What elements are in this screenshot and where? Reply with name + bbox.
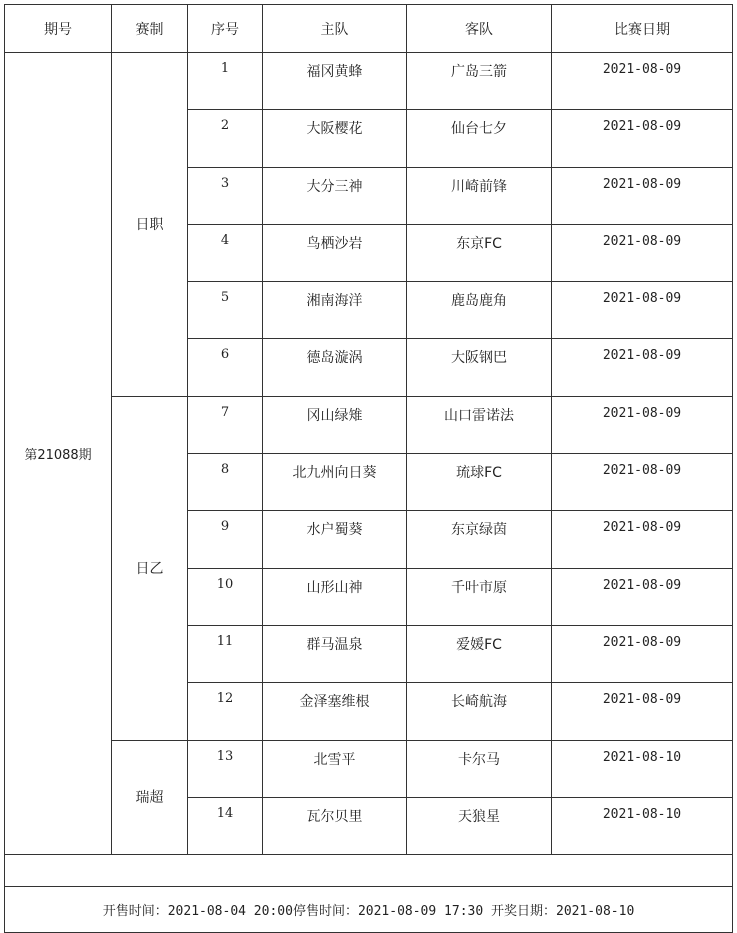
home-team: 福冈黄蜂 (263, 53, 407, 110)
header-league: 赛制 (112, 5, 188, 53)
header-seq: 序号 (188, 5, 263, 53)
away-team: 仙台七夕 (407, 110, 552, 167)
away-team: 卡尔马 (407, 740, 552, 797)
match-seq: 2 (188, 110, 263, 167)
home-team: 金泽塞维根 (263, 683, 407, 740)
match-schedule-table (4, 4, 733, 933)
match-seq: 6 (188, 339, 263, 396)
footer-row (5, 887, 733, 933)
match-date: 2021-08-09 (552, 625, 733, 682)
header-away: 客队 (407, 5, 552, 53)
home-team: 冈山绿雉 (263, 396, 407, 453)
league-allsvenskan: 瑞超 (112, 740, 188, 855)
match-date: 2021-08-09 (552, 53, 733, 110)
home-team: 大阪樱花 (263, 110, 407, 167)
match-seq: 5 (188, 282, 263, 339)
home-team: 山形山神 (263, 568, 407, 625)
match-seq: 4 (188, 224, 263, 281)
away-team: 山口雷诺法 (407, 396, 552, 453)
match-seq: 8 (188, 454, 263, 511)
home-team: 北雪平 (263, 740, 407, 797)
match-date: 2021-08-09 (552, 568, 733, 625)
match-seq: 3 (188, 167, 263, 224)
header-issue: 期号 (5, 5, 112, 53)
home-team: 群马温泉 (263, 625, 407, 682)
header-row (5, 5, 733, 53)
home-team: 北九州向日葵 (263, 454, 407, 511)
league-j1: 日职 (112, 53, 188, 397)
match-seq: 12 (188, 683, 263, 740)
match-seq: 13 (188, 740, 263, 797)
away-team: 千叶市原 (407, 568, 552, 625)
home-team: 大分三神 (263, 167, 407, 224)
sale-times: 开售时间：2021-08-04 20:00停售时间：2021-08-09 17:30 开奖日期：2021-08-10 (5, 887, 733, 933)
match-date: 2021-08-09 (552, 110, 733, 167)
match-schedule-sheet (4, 4, 732, 933)
blank-row (5, 855, 733, 887)
away-team: 爱媛FC (407, 625, 552, 682)
away-team: 川崎前锋 (407, 167, 552, 224)
home-team: 湘南海洋 (263, 282, 407, 339)
match-date: 2021-08-09 (552, 683, 733, 740)
match-date: 2021-08-09 (552, 282, 733, 339)
away-team: 琉球FC (407, 454, 552, 511)
match-seq: 1 (188, 53, 263, 110)
match-date: 2021-08-09 (552, 396, 733, 453)
league-j2: 日乙 (112, 396, 188, 740)
away-team: 广岛三箭 (407, 53, 552, 110)
home-team: 水户蜀葵 (263, 511, 407, 568)
header-home: 主队 (263, 5, 407, 53)
match-date: 2021-08-09 (552, 454, 733, 511)
home-team: 瓦尔贝里 (263, 797, 407, 854)
match-date: 2021-08-10 (552, 797, 733, 854)
match-seq: 9 (188, 511, 263, 568)
home-team: 德岛漩涡 (263, 339, 407, 396)
match-date: 2021-08-09 (552, 167, 733, 224)
away-team: 鹿岛鹿角 (407, 282, 552, 339)
match-seq: 14 (188, 797, 263, 854)
match-seq: 7 (188, 396, 263, 453)
table-row (5, 53, 733, 110)
header-date: 比赛日期 (552, 5, 733, 53)
home-team: 鸟栖沙岩 (263, 224, 407, 281)
away-team: 东京FC (407, 224, 552, 281)
away-team: 天狼星 (407, 797, 552, 854)
away-team: 大阪钢巴 (407, 339, 552, 396)
blank-cell (5, 855, 733, 887)
match-date: 2021-08-10 (552, 740, 733, 797)
match-seq: 10 (188, 568, 263, 625)
table-row (5, 740, 733, 797)
match-date: 2021-08-09 (552, 511, 733, 568)
issue-number: 第21088期 (5, 53, 112, 855)
table-row (5, 396, 733, 453)
away-team: 东京绿茵 (407, 511, 552, 568)
match-seq: 11 (188, 625, 263, 682)
match-date: 2021-08-09 (552, 224, 733, 281)
match-date: 2021-08-09 (552, 339, 733, 396)
away-team: 长崎航海 (407, 683, 552, 740)
